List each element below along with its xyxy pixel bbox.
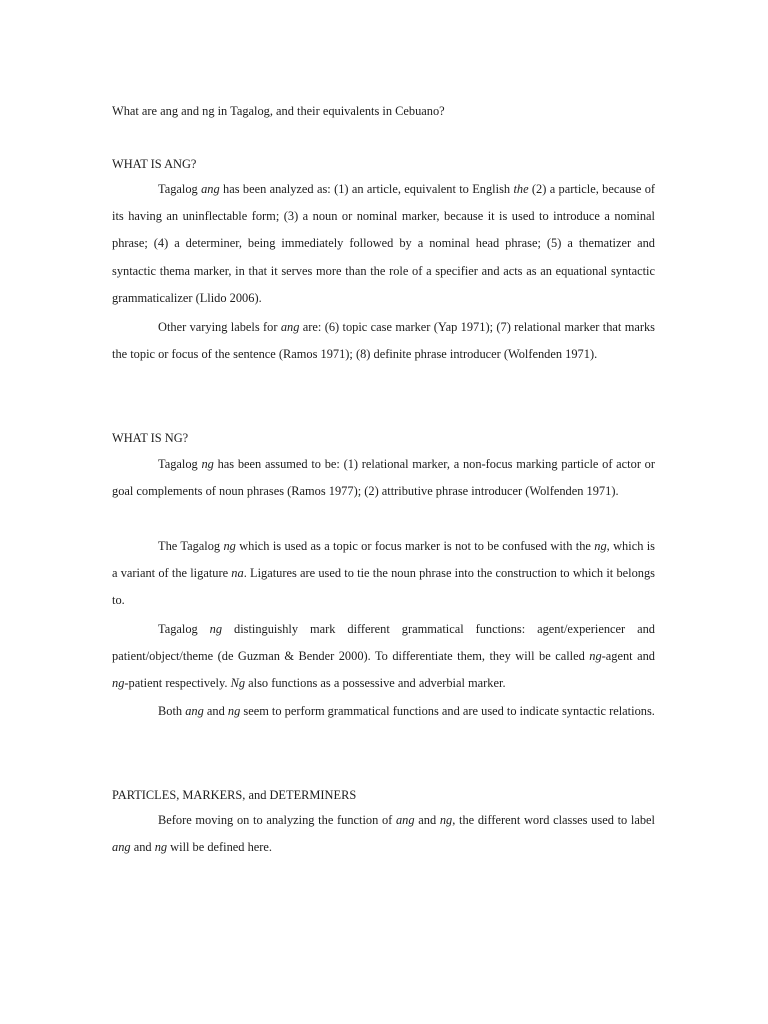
italic-term: ng <box>154 840 168 855</box>
paragraph <box>112 533 655 615</box>
paragraph <box>112 314 655 368</box>
paragraph <box>112 451 655 505</box>
paragraph-text: Tagalog <box>158 622 210 636</box>
italic-term: ang <box>112 840 131 855</box>
italic-term: ng- <box>589 649 606 664</box>
paragraph-text: are: (6) topic case marker (Yap 1971); (7) relational marker that marks the topic or focus of the sentence (Ramos 1971); (8) definite phrase introducer (Wolfenden 1971). <box>112 320 655 362</box>
italic-term: ang <box>280 320 300 334</box>
italic-term: ng <box>223 539 236 553</box>
paragraph-text: will be defined here. <box>167 840 273 855</box>
paragraph <box>112 807 655 861</box>
paragraph-text: , the different word classes used to label <box>452 813 655 827</box>
paragraph-text: -patient respectively. <box>124 676 231 691</box>
italic-term: ang <box>395 813 415 827</box>
paragraph-text: and <box>203 704 228 718</box>
paragraph <box>112 616 655 698</box>
italic-term: ng <box>227 704 241 718</box>
italic-term: ng <box>209 622 223 636</box>
italic-term: ang <box>201 182 220 196</box>
italic-term: ng <box>201 457 214 471</box>
paragraph <box>112 698 655 725</box>
paragraph-text: which is used as a topic or focus marker is not to be confused with the <box>235 539 595 553</box>
paragraph-text: Both <box>158 704 186 718</box>
italic-term: ng <box>439 813 453 827</box>
paragraph-text: seem to perform grammatical functions and are used to indicate syntactic relations. <box>240 704 655 718</box>
paragraph-text: . Ligatures are used to tie the noun phrase into the construction to which it belongs to. <box>112 566 655 608</box>
paragraph-text: Tagalog <box>158 182 202 196</box>
paragraph-text: and <box>414 813 440 827</box>
paragraph-text: (2) a particle, because of its having an uninflectable form; (3) a noun or nominal marker, because it is used to introduce a nominal phrase; (4) a determiner, being immediately followed by a nominal head phrase; (5) a thematizer and syntactic thema marker, in that it serves more than the role of a specifier and acts as an equational syntactic grammaticalizer (Llido 2006). <box>112 182 656 305</box>
section-heading-what-is-ng: WHAT IS NG? <box>112 431 189 445</box>
paragraph <box>112 176 655 312</box>
paragraph-text: The Tagalog <box>158 539 224 553</box>
italic-term: ng <box>112 676 125 691</box>
paragraph-text: also functions as a possessive and adverbial marker. <box>245 676 506 691</box>
paragraph-text: Before moving on to analyzing the function of <box>158 813 396 827</box>
paragraph-text: distinguishly mark different grammatical functions: agent/experiencer and patient/object/theme (de Guzman & Bender 2000). To differentiate them, they will be called <box>112 622 655 664</box>
italic-term: Ng <box>230 676 246 691</box>
paragraph-text: has been analyzed as: (1) an article, equivalent to English <box>219 182 514 196</box>
document-question: What are ang and ng in Tagalog, and their equivalents in Cebuano? <box>112 104 445 118</box>
italic-term: the <box>513 182 529 196</box>
section-heading-particles-markers-determiners: PARTICLES, MARKERS, and DETERMINERS <box>112 788 357 802</box>
italic-term: ang <box>185 704 204 718</box>
italic-term: na <box>231 566 244 581</box>
paragraph-text: Other varying labels for <box>158 320 281 334</box>
italic-term: ng <box>594 539 607 553</box>
paragraph-text: Tagalog <box>158 457 202 471</box>
paragraph-text: has been assumed to be: (1) relational marker, a non-focus marking particle of actor or goal complements of noun phrases (Ramos 1977); (2) attributive phrase introducer (Wolfenden 1971). <box>112 457 655 499</box>
paragraph-text: and <box>130 840 155 855</box>
paragraph-text: agent and <box>605 649 655 664</box>
paragraph-text: , which is a variant of the ligature <box>112 539 656 581</box>
section-heading-what-is-ang: WHAT IS ANG? <box>112 157 197 171</box>
